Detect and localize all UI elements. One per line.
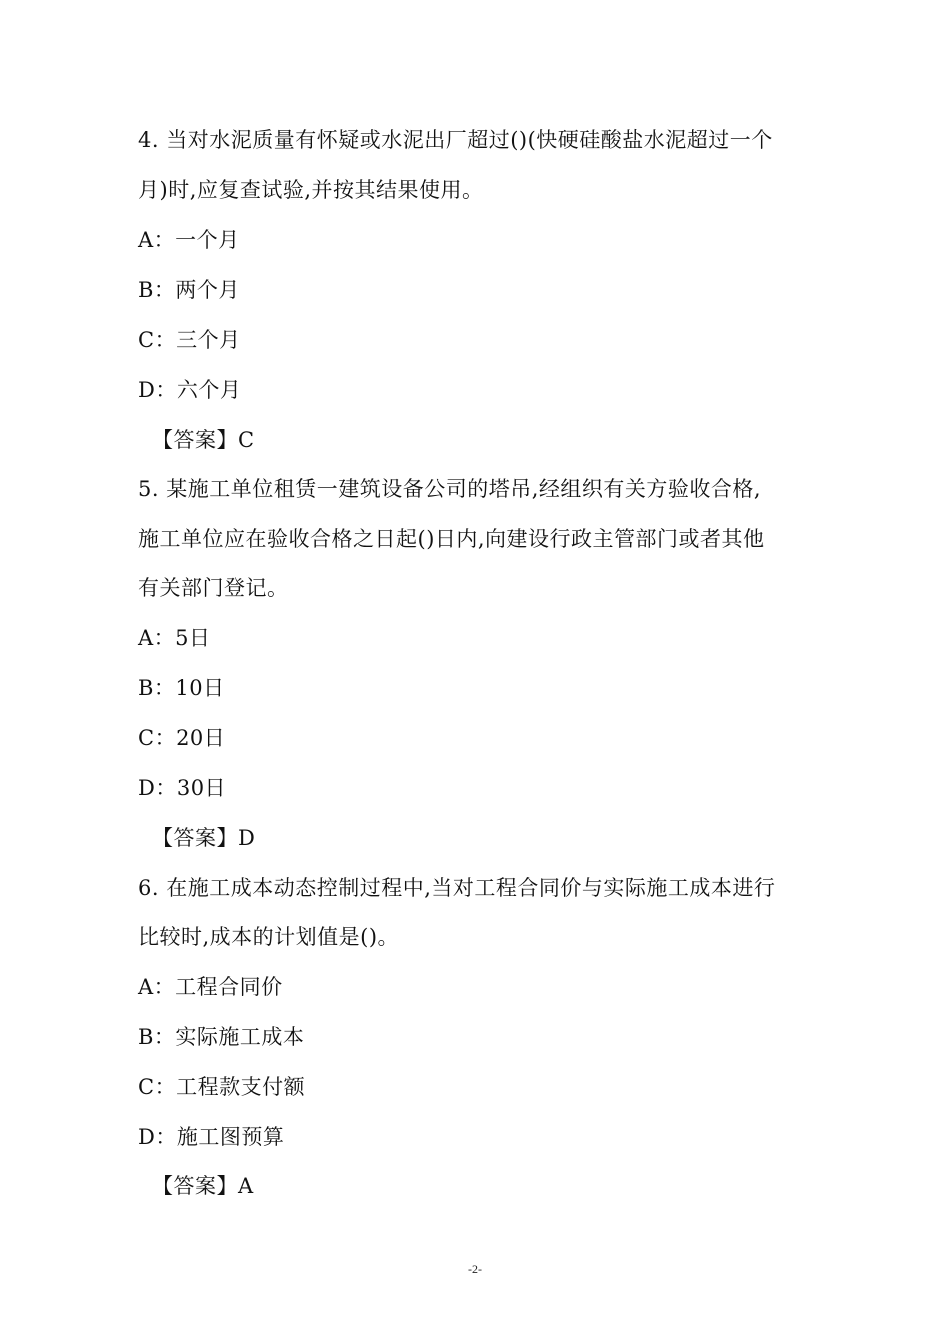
question-6-stem-line-1: 6. 在施工成本动态控制过程中,当对工程合同价与实际施工成本进行 xyxy=(138,876,776,900)
question-6-answer: 【答案】A xyxy=(152,1174,254,1198)
question-5-option-d: D：30日 xyxy=(138,776,227,800)
question-5-option-a: A：5日 xyxy=(138,626,211,650)
question-4-stem-line-1: 4. 当对水泥质量有怀疑或水泥出厂超过()(快硬硅酸盐水泥超过一个 xyxy=(138,128,773,152)
question-6-option-c: C：工程款支付额 xyxy=(138,1075,306,1099)
question-5-stem-line-1: 5. 某施工单位租赁一建筑设备公司的塔吊,经组织有关方验收合格, xyxy=(138,477,762,501)
question-5-stem-line-3: 有关部门登记。 xyxy=(138,576,289,600)
question-6-stem-line-2: 比较时,成本的计划值是()。 xyxy=(138,925,400,949)
question-6-option-d: D：施工图预算 xyxy=(138,1125,285,1149)
question-4-option-d: D：六个月 xyxy=(138,378,242,402)
page-number: -2- xyxy=(468,1262,482,1276)
question-4-stem-line-2: 月)时,应复查试验,并按其结果使用。 xyxy=(138,178,484,202)
question-4-answer: 【答案】C xyxy=(152,428,255,452)
question-5-stem-line-2: 施工单位应在验收合格之日起()日内,向建设行政主管部门或者其他 xyxy=(138,527,765,551)
question-4-option-b: B：两个月 xyxy=(138,278,240,302)
question-4-option-a: A：一个月 xyxy=(138,228,240,252)
question-5-option-c: C：20日 xyxy=(138,726,226,750)
question-4-option-c: C：三个月 xyxy=(138,328,241,352)
question-6-option-a: A：工程合同价 xyxy=(138,975,283,999)
question-5-option-b: B：10日 xyxy=(138,676,225,700)
question-5-answer: 【答案】D xyxy=(152,826,256,850)
question-6-option-b: B：实际施工成本 xyxy=(138,1025,305,1049)
